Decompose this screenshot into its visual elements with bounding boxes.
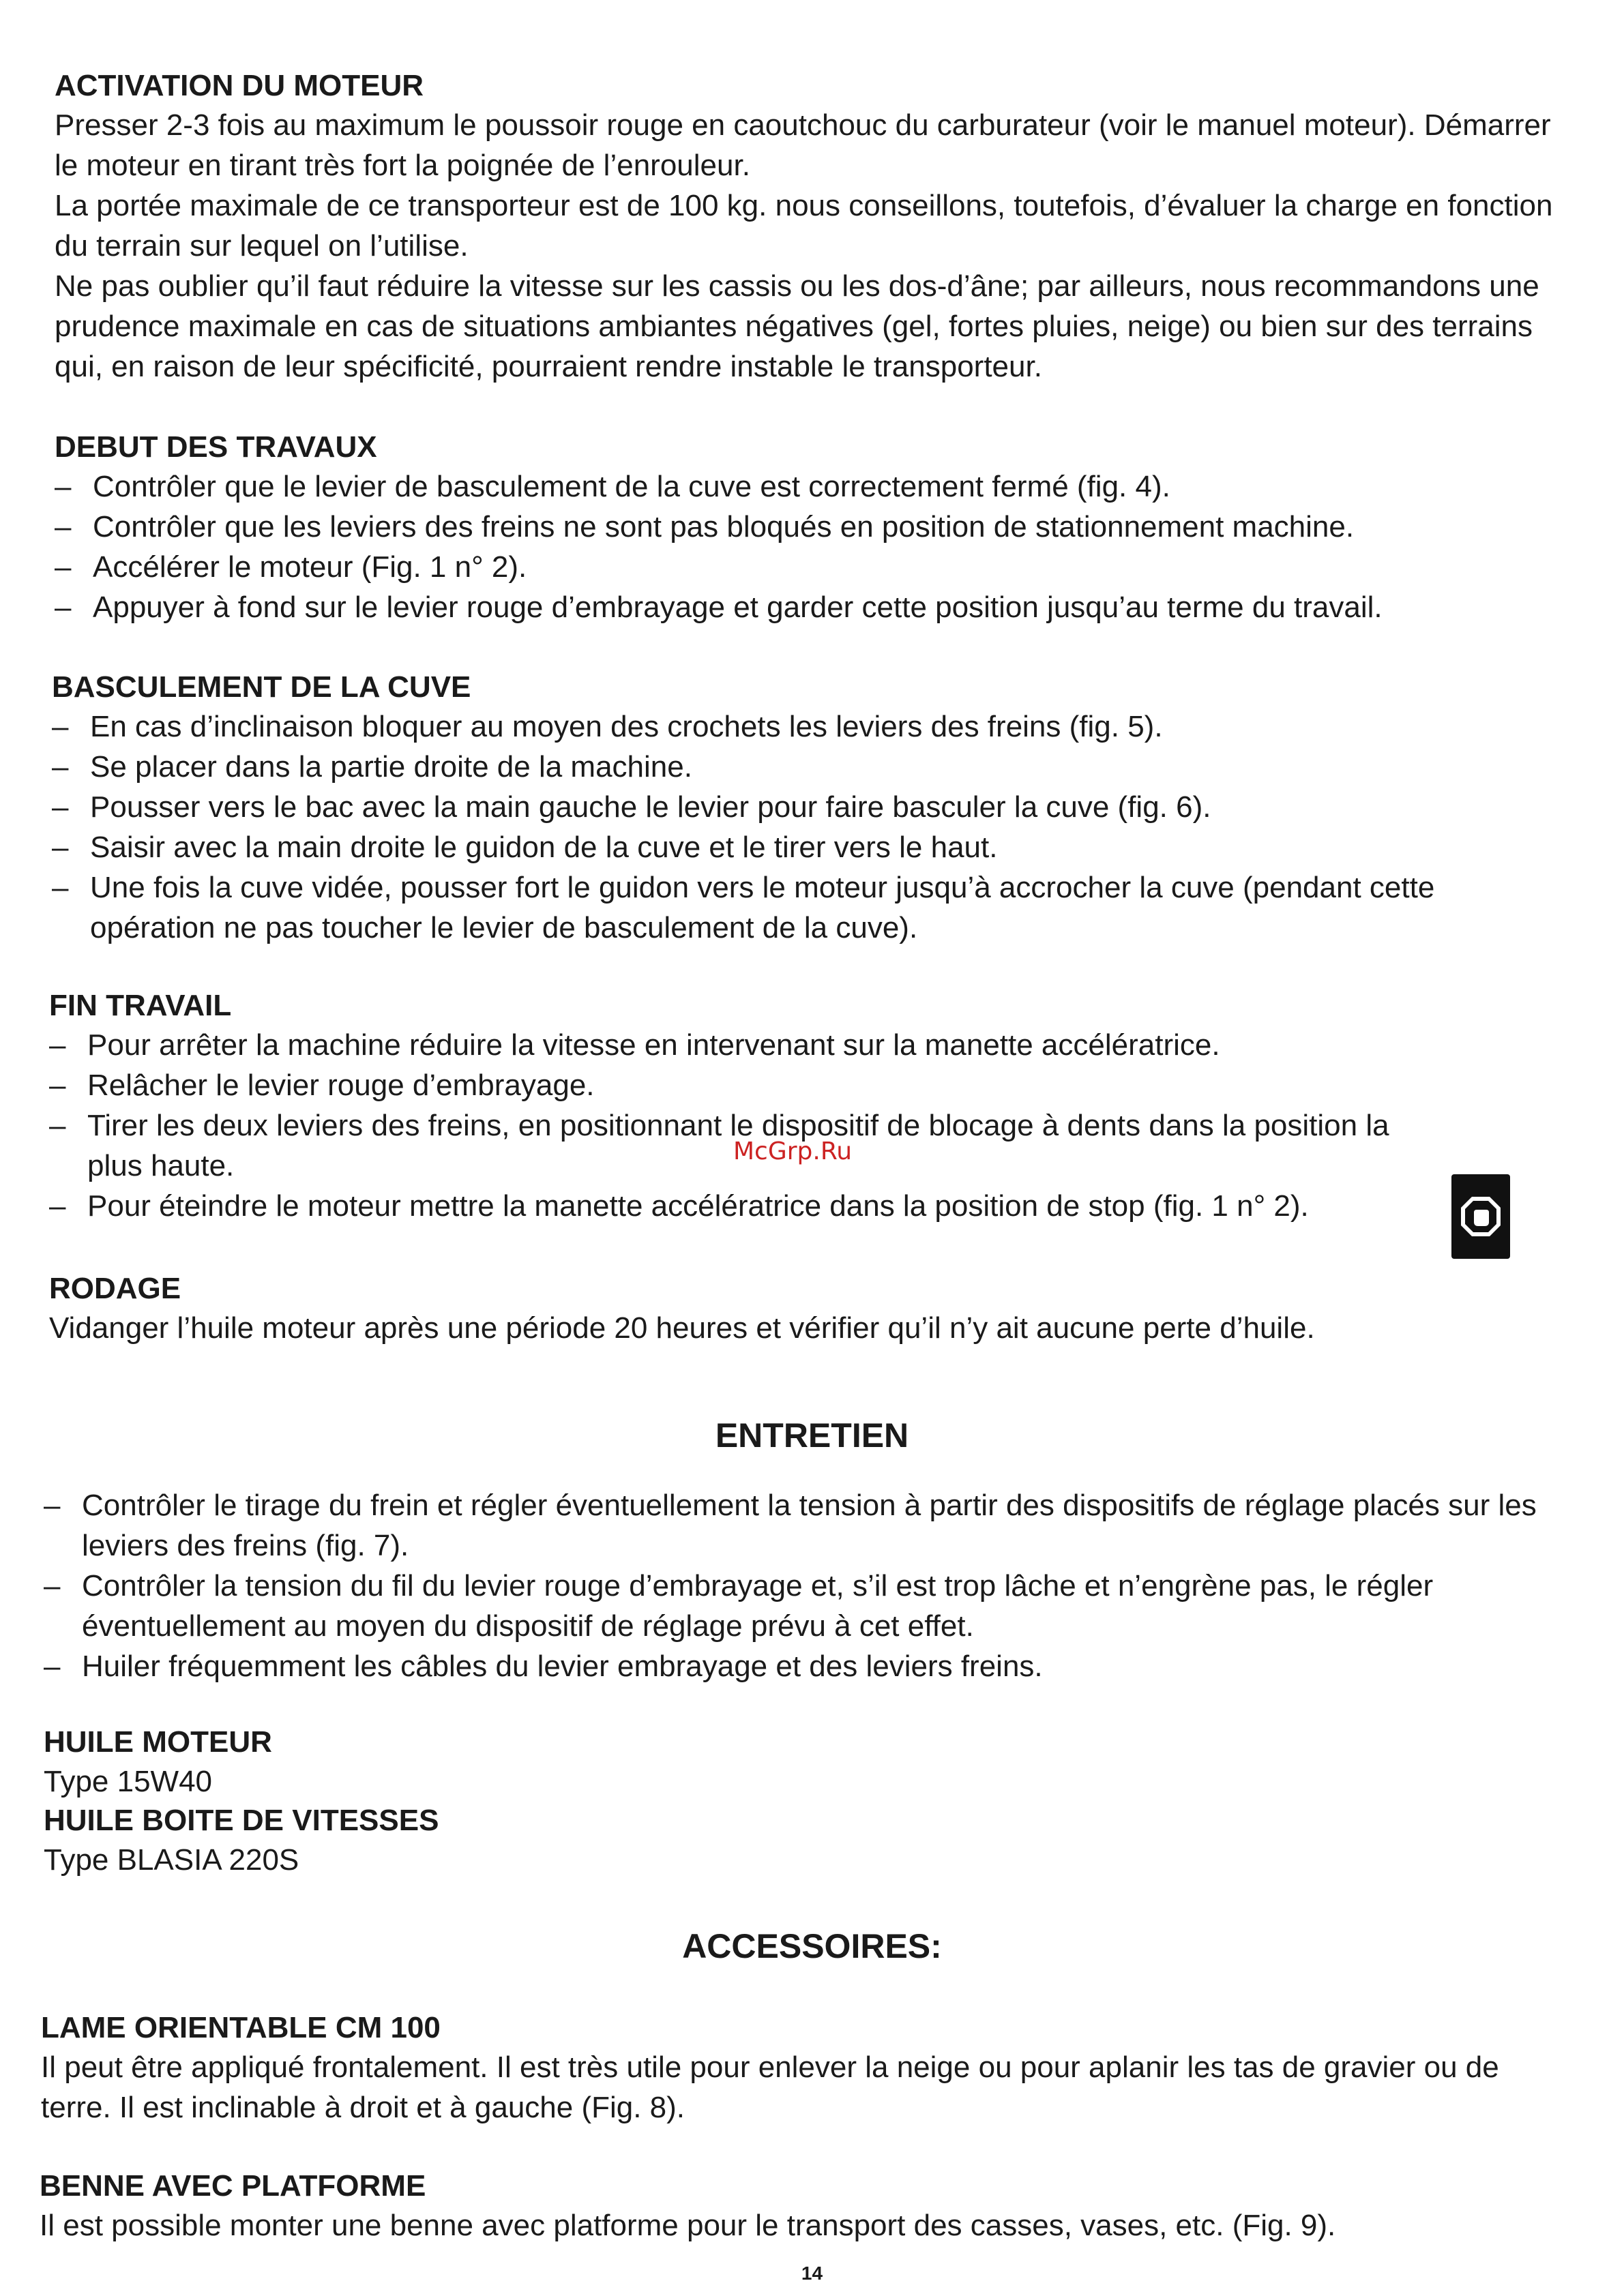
fin-list [49, 1025, 1413, 1226]
heading-fin: FIN TRAVAIL [49, 989, 232, 1022]
list-item: – Pour éteindre le moteur mettre la manette accélératrice dans la position de stop (fig. 1 n° 2). [49, 1186, 1413, 1226]
section-basculement [52, 668, 1552, 948]
paragraph: La portée maximale de ce transporteur est de 100 kg. nous conseillons, toutefois, d’évaluer la charge en fonction du terrain sur lequel on l’utilise. [55, 189, 1553, 263]
paragraph: Presser 2-3 fois au maximum le poussoir rouge en caoutchouc du carburateur (voir le manuel moteur). Démarrer le moteur en tirant très fort la poignée de l’enrouleur. [55, 108, 1551, 182]
list-item: – Contrôler la tension du fil du levier rouge d’embrayage et, s’il est trop lâche et n’engrène pas, le régler éventuellement au moyen du dispositif de réglage prévu à cet effet. [44, 1566, 1558, 1646]
section-activation [55, 67, 1555, 387]
rodage-text: Vidanger l’huile moteur après une période 20 heures et vérifier qu’il n’y ait aucune perte d’huile. [49, 1311, 1315, 1345]
section-fin [49, 987, 1413, 1226]
heading-debut: DEBUT DES TRAVAUX [55, 430, 377, 464]
heading-huile-moteur: HUILE MOTEUR [44, 1725, 272, 1759]
list-item: – Une fois la cuve vidée, pousser fort le guidon vers le moteur jusqu’à accrocher la cuve (pendant cette opération ne pas toucher le levier de basculement de la cuve). [52, 867, 1552, 948]
watermark: McGrp.Ru [733, 1137, 853, 1165]
section-debut [55, 428, 1555, 627]
section-lame [41, 2009, 1541, 2128]
list-item: – Contrôler le tirage du frein et régler éventuellement la tension à partir des dispositifs de réglage placés sur les leviers des freins (fig. 7). [44, 1485, 1558, 1566]
huile-moteur-type: Type 15W40 [44, 1765, 213, 1798]
list-item: – Relâcher le levier rouge d’embrayage. [49, 1065, 1413, 1105]
section-entretien [44, 1485, 1558, 1686]
debut-list [55, 466, 1555, 627]
page-number: 14 [801, 2263, 823, 2284]
list-item: – Contrôler que le levier de basculement de la cuve est correctement fermé (fig. 4). [55, 466, 1555, 507]
section-benne [40, 2167, 1540, 2246]
title-accessoires: ACCESSOIRES: [682, 1927, 942, 1965]
heading-activation: ACTIVATION DU MOTEUR [55, 69, 424, 102]
list-item: – Se placer dans la partie droite de la machine. [52, 747, 1552, 787]
benne-text: Il est possible monter une benne avec platforme pour le transport des casses, vases, etc. (Fig. 9). [40, 2209, 1336, 2242]
list-item: – Tirer les deux leviers des freins, en positionnant le dispositif de blocage à dents dans la position la plus haute. [49, 1105, 1413, 1186]
section-huile [44, 1723, 1544, 1880]
list-item: – En cas d’inclinaison bloquer au moyen des crochets les leviers des freins (fig. 5). [52, 706, 1552, 747]
paragraph: Ne pas oublier qu’il faut réduire la vitesse sur les cassis ou les dos-d’âne; par ailleurs, nous recommandons une prudence maximale en cas de situations ambiantes négatives (gel, fortes pluies, neige) ou bien sur des terrains qui, en raison de leur spécificité, pourraient rendre instable le transporteur. [55, 269, 1539, 383]
stop-icon-symbol [1459, 1195, 1503, 1238]
list-item: – Huiler fréquemment les câbles du levier embrayage et des leviers freins. [44, 1646, 1558, 1686]
lame-text: Il peut être appliqué frontalement. Il est très utile pour enlever la neige ou pour aplanir les tas de gravier ou de terre. Il est inclinable à droit et à gauche (Fig. 8). [41, 2051, 1499, 2124]
huile-boite-type: Type BLASIA 220S [44, 1843, 299, 1877]
list-item: – Pousser vers le bac avec la main gauche le levier pour faire basculer la cuve (fig. 6). [52, 787, 1552, 827]
list-item: – Pour arrêter la machine réduire la vitesse en intervenant sur la manette accélératrice. [49, 1025, 1413, 1065]
entretien-list [44, 1485, 1558, 1686]
basculement-list [52, 706, 1552, 948]
list-item: – Appuyer à fond sur le levier rouge d’embrayage et garder cette position jusqu’au terme du travail. [55, 587, 1555, 627]
list-item: – Saisir avec la main droite le guidon de la cuve et le tirer vers le haut. [52, 827, 1552, 867]
list-item: – Accélérer le moteur (Fig. 1 n° 2). [55, 547, 1555, 587]
heading-basculement: BASCULEMENT DE LA CUVE [52, 670, 471, 704]
section-rodage [49, 1270, 1550, 1348]
heading-huile-boite: HUILE BOITE DE VITESSES [44, 1804, 439, 1837]
heading-lame: LAME ORIENTABLE CM 100 [41, 2011, 441, 2044]
title-entretien: ENTRETIEN [715, 1416, 909, 1455]
heading-rodage: RODAGE [49, 1272, 181, 1305]
list-item: – Contrôler que les leviers des freins ne sont pas bloqués en position de stationnement machine. [55, 507, 1555, 547]
heading-benne: BENNE AVEC PLATFORME [40, 2169, 426, 2203]
stop-icon [1451, 1174, 1510, 1259]
